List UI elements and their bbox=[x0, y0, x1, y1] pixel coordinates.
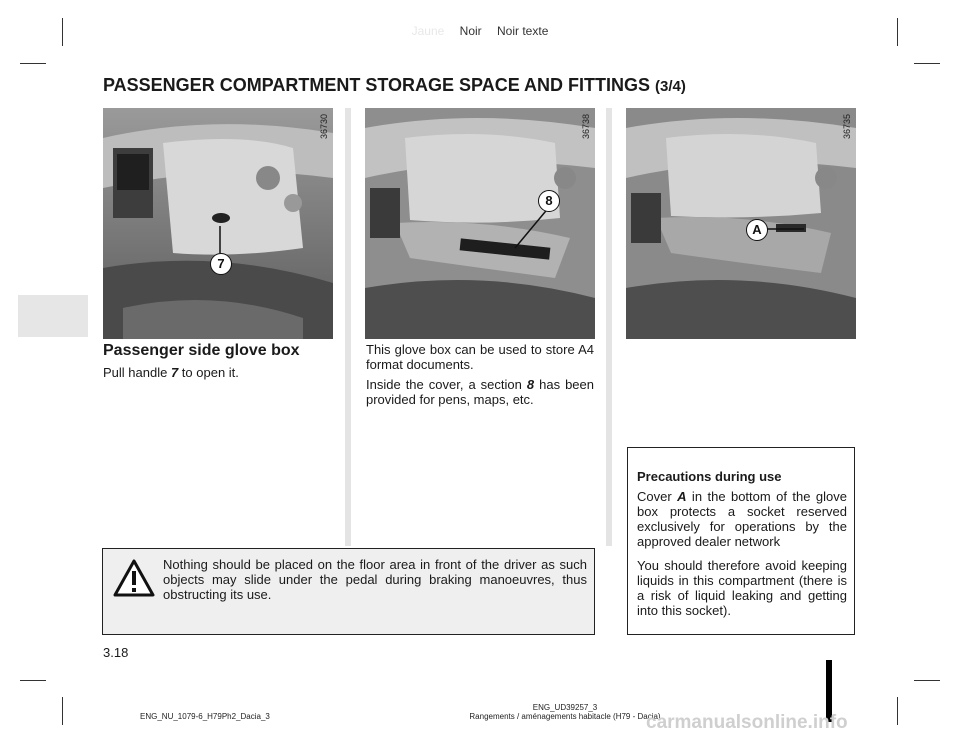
footer-left: ENG_NU_1079-6_H79Ph2_Dacia_3 bbox=[140, 712, 270, 721]
precautions-box bbox=[627, 447, 855, 635]
photo-glove-box-cover bbox=[626, 108, 856, 339]
print-color-marks bbox=[0, 24, 960, 38]
glove-box-closed-illustration bbox=[103, 108, 333, 339]
crop-mark bbox=[914, 680, 940, 681]
instruction-text: to open it. bbox=[178, 365, 239, 380]
body-text: Cover bbox=[637, 489, 678, 504]
color-mark-noir-texte: Noir texte bbox=[497, 24, 549, 38]
warning-triangle-icon bbox=[113, 559, 155, 597]
crop-mark bbox=[897, 697, 898, 725]
photo-glove-box-closed bbox=[103, 108, 333, 339]
ref-7: 7 bbox=[170, 365, 179, 380]
callout-a: A bbox=[746, 219, 768, 241]
chapter-tab bbox=[18, 295, 88, 337]
page-title bbox=[103, 75, 686, 96]
section-8-text bbox=[366, 377, 594, 407]
column-separator bbox=[345, 108, 351, 546]
crop-mark bbox=[20, 63, 46, 64]
crop-mark bbox=[20, 680, 46, 681]
color-mark-noir: Noir bbox=[459, 24, 482, 38]
precautions-liquids-text: You should therefore avoid keeping liquids in this compartment (there is a risk of liquid leaking and getting into this socket). bbox=[637, 558, 847, 618]
ref-a: A bbox=[677, 489, 687, 504]
body-text: Inside the cover, a section bbox=[366, 377, 527, 392]
crop-mark bbox=[62, 697, 63, 725]
page-title-part: (3/4) bbox=[655, 78, 686, 95]
page-title-main: PASSENGER COMPARTMENT STORAGE SPACE AND FITTINGS bbox=[103, 75, 651, 95]
warning-text: Nothing should be placed on the floor area in front of the driver as such objects may slide under the pedal during braking manoeuvres, thus obstructing its use. bbox=[163, 557, 587, 602]
photo-glove-box-open bbox=[365, 108, 595, 339]
callout-7: 7 bbox=[210, 253, 232, 275]
callout-8: 8 bbox=[538, 190, 560, 212]
photo-code: 36738 bbox=[581, 114, 591, 140]
column-separator bbox=[606, 108, 612, 546]
crop-mark bbox=[914, 63, 940, 64]
a4-storage-text: This glove box can be used to store A4 format documents. bbox=[366, 342, 594, 372]
ref-8: 8 bbox=[526, 377, 535, 392]
section-heading: Passenger side glove box bbox=[103, 342, 300, 359]
color-mark-jaune: Jaune bbox=[411, 24, 445, 38]
glove-box-open-illustration bbox=[365, 108, 595, 339]
photo-code: 36730 bbox=[319, 114, 329, 140]
page-number: 3.18 bbox=[103, 645, 129, 660]
glove-box-cover-illustration bbox=[626, 108, 856, 339]
warning-box bbox=[102, 548, 595, 635]
footer-right-line2: Rangements / aménagements habitacle (H79 - Dacia) bbox=[469, 712, 661, 721]
watermark: carmanualsonline.info bbox=[646, 712, 848, 733]
photo-code: 36735 bbox=[842, 114, 852, 140]
pull-handle-instruction bbox=[103, 365, 333, 380]
instruction-text: Pull handle bbox=[103, 365, 171, 380]
body-text: has been provided for pens, maps, etc. bbox=[366, 377, 594, 407]
body-text: in the bottom of the glove box protects a socket reserved exclusively for operations by the approved dealer network bbox=[637, 489, 847, 549]
precautions-title: Precautions during use bbox=[637, 469, 782, 484]
footer-right-line1: ENG_UD39257_3 bbox=[532, 703, 598, 712]
precautions-cover-text bbox=[637, 489, 847, 549]
